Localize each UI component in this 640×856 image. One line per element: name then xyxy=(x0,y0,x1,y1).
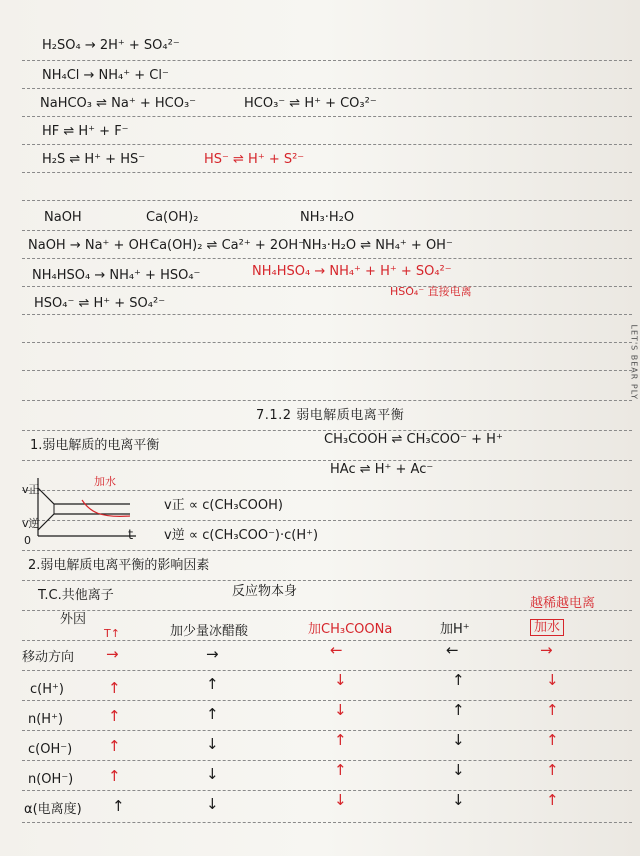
base-naoh: NaOH xyxy=(44,210,82,225)
c-oh-arrow-3: ↓ xyxy=(452,731,465,749)
equation-nahco3: NaHCO₃ ⇌ Na⁺ + HCO₃⁻ xyxy=(40,96,197,111)
c-oh-arrow-4: ↑ xyxy=(546,731,559,749)
direction-arrow-2: ← xyxy=(330,641,343,659)
c-h-arrow-t: ↑ xyxy=(108,679,121,697)
n-oh-arrow-3: ↓ xyxy=(452,761,465,779)
rule-line xyxy=(22,700,632,701)
rule-line xyxy=(22,790,632,791)
equation-naoh: NaOH → Na⁺ + OH⁻ xyxy=(28,238,156,253)
direction-arrow-t: → xyxy=(106,645,119,663)
rule-line xyxy=(22,580,632,581)
equation-hso4: HSO₄⁻ ⇌ H⁺ + SO₄²⁻ xyxy=(34,296,166,311)
rate-reverse: v逆 ∝ c(CH₃COO⁻)·c(H⁺) xyxy=(164,528,319,543)
equation-h2so4: H₂SO₄ → 2H⁺ + SO₄²⁻ xyxy=(42,38,180,53)
rule-line xyxy=(22,144,632,145)
factors-inner: 反应物本身 xyxy=(232,584,298,599)
alpha-arrow-4: ↑ xyxy=(546,791,559,809)
column-header-glacial-acetic: 加少量冰醋酸 xyxy=(170,624,249,639)
subheading-1: 1.弱电解质的电离平衡 xyxy=(30,438,160,453)
water-box: 加水 xyxy=(530,619,564,636)
rule-line xyxy=(22,286,632,287)
alpha-arrow-1: ↓ xyxy=(206,795,219,813)
factors-left: T.C.共他离子 xyxy=(38,588,114,603)
rule-line xyxy=(22,342,632,343)
base-caoh2: Ca(OH)₂ xyxy=(146,210,199,225)
c-oh-arrow-1: ↓ xyxy=(206,735,219,753)
equation-nh3h2o: NH₃·H₂O ⇌ NH₄⁺ + OH⁻ xyxy=(302,238,453,253)
temperature-symbol: T↑ xyxy=(104,627,120,640)
n-h-arrow-t: ↑ xyxy=(108,707,121,725)
c-oh-arrow-t: ↑ xyxy=(108,737,121,755)
n-oh-arrow-4: ↑ xyxy=(546,761,559,779)
rule-line xyxy=(22,430,632,431)
direction-arrow-4: → xyxy=(540,641,553,659)
rule-line xyxy=(22,60,632,61)
rule-line xyxy=(22,116,632,117)
row-label-direction: 移动方向 xyxy=(22,650,75,665)
row-label-n-oh: n(OH⁻) xyxy=(28,772,74,787)
rule-line xyxy=(22,370,632,371)
equation-caoh2: Ca(OH)₂ ⇌ Ca²⁺ + 2OH⁻ xyxy=(150,238,305,253)
rule-line xyxy=(22,200,632,201)
c-h-arrow-3: ↑ xyxy=(452,671,465,689)
dilution-note: 越稀越电离 xyxy=(530,596,596,611)
rule-line xyxy=(22,730,632,731)
rule-line xyxy=(22,172,632,173)
row-label-alpha: α(电离度) xyxy=(24,802,82,817)
equation-nh4hso4-full: NH₄HSO₄ → NH₄⁺ + H⁺ + SO₄²⁻ xyxy=(252,264,452,279)
c-oh-arrow-2: ↑ xyxy=(334,731,347,749)
c-h-arrow-4: ↓ xyxy=(546,671,559,689)
graph-origin-label: 0 xyxy=(24,534,31,547)
column-header-ch3coona: 加CH₃COONa xyxy=(308,622,393,637)
alpha-arrow-t: ↑ xyxy=(112,797,125,815)
rule-line xyxy=(22,400,632,401)
equation-acetic: CH₃COOH ⇌ CH₃COO⁻ + H⁺ xyxy=(324,432,503,447)
rule-line xyxy=(22,550,632,551)
subheading-2: 2.弱电解质电离平衡的影响因素 xyxy=(28,558,210,573)
equation-hco3: HCO₃⁻ ⇌ H⁺ + CO₃²⁻ xyxy=(244,96,377,111)
rule-line xyxy=(22,314,632,315)
rule-line xyxy=(22,760,632,761)
c-h-arrow-2: ↓ xyxy=(334,671,347,689)
equation-nh4cl: NH₄Cl → NH₄⁺ + Cl⁻ xyxy=(42,68,169,83)
c-h-arrow-1: ↑ xyxy=(206,675,219,693)
rate-forward: v正 ∝ c(CH₃COOH) xyxy=(164,498,283,513)
equation-nh4hso4: NH₄HSO₄ → NH₄⁺ + HSO₄⁻ xyxy=(32,268,201,283)
rule-line xyxy=(22,822,632,823)
equation-hs: HS⁻ ⇌ H⁺ + S²⁻ xyxy=(204,152,305,167)
factors-label: 外因 xyxy=(60,612,87,627)
direction-arrow-1: → xyxy=(206,645,219,663)
equation-hac: HAc ⇌ H⁺ + Ac⁻ xyxy=(330,462,434,477)
note-hso4-direct: HSO₄⁻ 直接电离 xyxy=(390,285,472,298)
rule-line xyxy=(22,88,632,89)
rule-line xyxy=(22,258,632,259)
column-header-h-plus: 加H⁺ xyxy=(440,622,470,637)
direction-arrow-3: ← xyxy=(446,641,459,659)
n-oh-arrow-1: ↓ xyxy=(206,765,219,783)
row-label-n-h: n(H⁺) xyxy=(28,712,64,727)
rule-line xyxy=(22,460,632,461)
n-oh-arrow-2: ↑ xyxy=(334,761,347,779)
n-h-arrow-4: ↑ xyxy=(546,701,559,719)
column-header-water xyxy=(530,620,564,636)
n-h-arrow-2: ↓ xyxy=(334,701,347,719)
alpha-arrow-3: ↓ xyxy=(452,791,465,809)
n-oh-arrow-t: ↑ xyxy=(108,767,121,785)
row-label-c-h: c(H⁺) xyxy=(30,682,64,697)
graph-t-label: t xyxy=(128,528,134,543)
equation-h2s: H₂S ⇌ H⁺ + HS⁻ xyxy=(42,152,146,167)
graph-v-forward-label: v正 xyxy=(22,483,40,496)
equation-hf: HF ⇌ H⁺ + F⁻ xyxy=(42,124,129,139)
n-h-arrow-3: ↑ xyxy=(452,701,465,719)
n-h-arrow-1: ↑ xyxy=(206,705,219,723)
graph-note: 加水 xyxy=(94,475,116,488)
graph-v-reverse-label: v逆 xyxy=(22,517,40,530)
alpha-arrow-2: ↓ xyxy=(334,791,347,809)
row-label-c-oh: c(OH⁻) xyxy=(28,742,73,757)
section-title: 7.1.2 弱电解质电离平衡 xyxy=(256,408,405,423)
side-margin-text: LET'S BEAR PLY xyxy=(629,324,638,400)
base-nh3h2o: NH₃·H₂O xyxy=(300,210,355,225)
rule-line xyxy=(22,230,632,231)
rule-line xyxy=(22,670,632,671)
